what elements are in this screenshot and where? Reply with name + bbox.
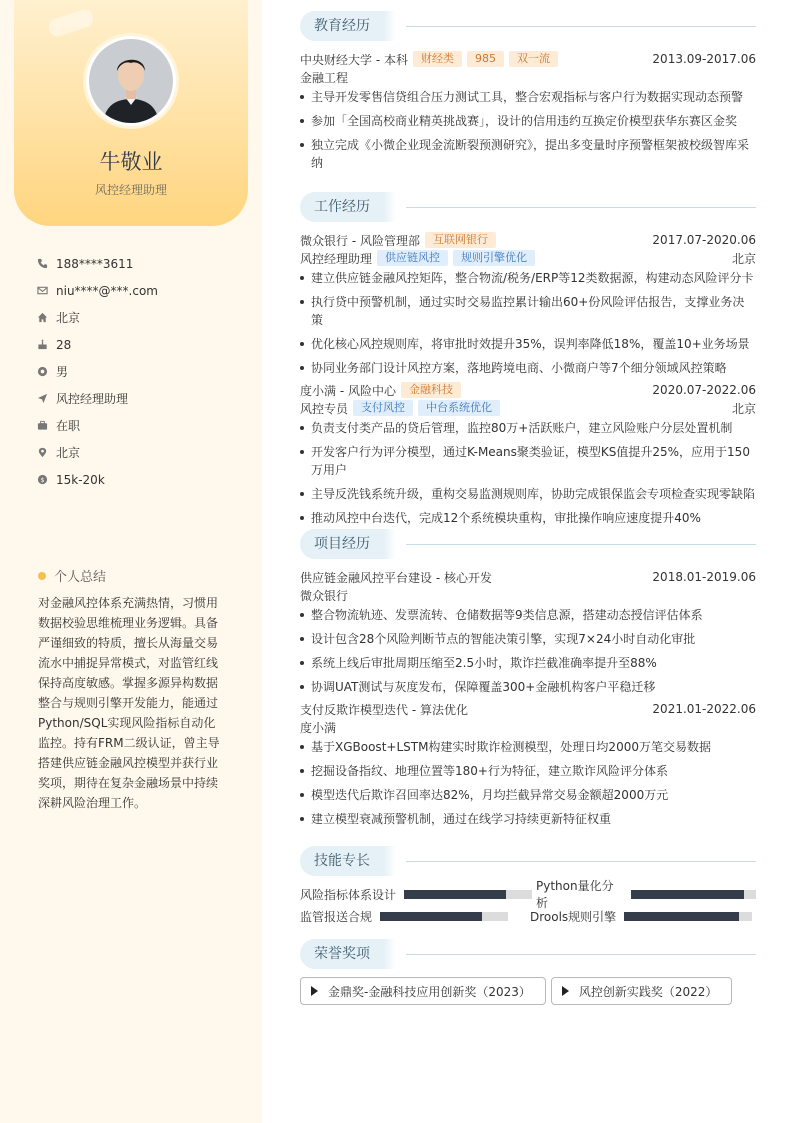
job-entry xyxy=(300,231,756,377)
location-icon xyxy=(36,447,48,459)
info-email xyxy=(36,277,246,304)
sidebar xyxy=(0,0,262,1123)
list-item: 推动风控中台迭代，完成12个系统模块重构，审批操作响应速度提升40% xyxy=(300,509,756,527)
skill-bar-fill xyxy=(404,890,506,899)
skill-item xyxy=(530,907,752,925)
info-location xyxy=(36,439,246,466)
honors-section xyxy=(300,939,756,1005)
skill-bar-fill xyxy=(624,912,739,921)
list-item: 挖掘设备指纹、地理位置等180+行为特征，建立欺诈风险评分体系 xyxy=(300,762,756,780)
section-divider xyxy=(406,26,756,27)
list-item: 建立模型衰减预警机制，通过在线学习持续更新特征权重 xyxy=(300,810,756,828)
company-name: 微众银行 - 风险管理部 xyxy=(300,233,420,248)
section-heading xyxy=(300,11,756,41)
list-item: 设计包含28个风险判断节点的智能决策引擎，实现7×24小时自动化审批 xyxy=(300,630,756,648)
briefcase-icon xyxy=(36,420,48,432)
phone-icon xyxy=(36,258,48,270)
section-heading xyxy=(300,192,756,222)
list-item: 主导开发零售信贷组合压力测试工具，整合宏观指标与客户行为数据实现动态预警 xyxy=(300,88,756,106)
section-heading xyxy=(300,939,756,969)
project-date: 2018.01-2019.06 xyxy=(652,570,756,584)
decorative-pill xyxy=(46,7,95,38)
list-item: 优化核心风控规则库，将审批时效提升35%，误判率降低18%，覆盖10+业务场景 xyxy=(300,335,756,353)
section-title: 荣誉奖项 xyxy=(300,939,384,969)
contact-info xyxy=(36,250,246,493)
cake-icon xyxy=(36,339,48,351)
company-name: 度小满 - 风险中心 xyxy=(300,383,396,398)
section-title: 项目经历 xyxy=(300,529,384,559)
school-name: 中央财经大学 - 本科 xyxy=(300,52,408,67)
skills-section xyxy=(300,846,756,925)
location-text: 北京 xyxy=(56,446,81,460)
list-item: 执行贷中预警机制，通过实时交易监控累计输出60+份风险评估报告，支撑业务决策 xyxy=(300,293,756,329)
list-item: 建立供应链金融风控矩阵，整合物流/税务/ERP等12类数据源，构建动态风险评分卡 xyxy=(300,269,756,287)
award-item xyxy=(300,977,546,1005)
bullet-dot-icon xyxy=(38,572,46,580)
info-phone xyxy=(36,250,246,277)
skill-item xyxy=(300,907,508,925)
list-item: 系统上线后审批周期压缩至2.5小时，欺诈拦截准确率提升至88% xyxy=(300,654,756,672)
position-tag: 支付风控 xyxy=(353,400,413,416)
avatar-photo-icon xyxy=(89,39,173,123)
award-list xyxy=(300,977,756,1005)
skill-bar xyxy=(380,912,508,921)
skill-bar xyxy=(631,890,756,899)
info-status xyxy=(36,412,246,439)
skill-list xyxy=(300,879,756,925)
list-item: 主导反洗钱系统升级，重构交易监测规则库，协助完成银保监会专项检查实现零缺陷 xyxy=(300,485,756,503)
major: 金融工程 xyxy=(300,70,349,85)
candidate-name: 牛敬业 xyxy=(99,150,163,174)
project-entry xyxy=(300,568,756,696)
projects-section xyxy=(300,529,756,828)
list-item: 整合物流轨迹、发票流转、仓储数据等9类信息源，搭建动态授信评估体系 xyxy=(300,606,756,624)
info-age xyxy=(36,331,246,358)
award-item xyxy=(551,977,733,1005)
education-header xyxy=(300,50,756,68)
section-divider xyxy=(406,207,756,208)
summary-heading xyxy=(38,566,106,585)
award-name: 金鼎奖-金融科技应用创新奖（2023） xyxy=(328,984,531,999)
age-text: 28 xyxy=(56,337,72,352)
project-date: 2021.01-2022.06 xyxy=(652,702,756,716)
job-date: 2020.07-2022.06 xyxy=(652,383,756,397)
list-item: 独立完成《小微企业现金流断裂预测研究》，提出多变量时序预警框架被校级智库采纳 xyxy=(300,136,756,172)
mail-icon xyxy=(36,285,48,297)
skill-item xyxy=(536,879,756,910)
section-divider xyxy=(406,954,756,955)
section-title: 教育经历 xyxy=(300,11,384,41)
school-tag: 985 xyxy=(467,51,504,67)
position-tag: 供应链风控 xyxy=(377,250,448,266)
svg-text:$: $ xyxy=(39,475,45,484)
summary-text: 对金融风控体系充满热情，习惯用数据校验思维梳理业务逻辑。具备严谨细致的特质，擅长从海量交易流水中捕捉异常模式，对监管红线保持高度敏感。掌握多源异构数据整合与规则引擎开发能力，能通过Python/SQL实现风险指标自动化监控。持有FRM二级认证，曾主导搭建供应链金融风控模型并获行业奖项，期待在复杂金融场景中持续深耕风险治理工作。 xyxy=(38,596,220,810)
send-icon xyxy=(36,393,48,405)
salary-icon xyxy=(36,474,48,486)
school-tag: 双一流 xyxy=(509,51,558,67)
position-tag: 中台系统优化 xyxy=(418,400,500,416)
candidate-role: 风控经理助理 xyxy=(94,183,167,197)
home-text: 北京 xyxy=(56,311,81,325)
triangle-right-icon xyxy=(311,986,318,996)
list-item: 开发客户行为评分模型，通过K-Means聚类验证，模型KS值提升25%，应用于150万用户 xyxy=(300,443,756,479)
section-divider xyxy=(406,544,756,545)
project-name: 供应链金融风控平台建设 - 核心开发 xyxy=(300,570,492,585)
job-date: 2017.07-2020.06 xyxy=(652,233,756,247)
skill-name: 风险指标体系设计 xyxy=(300,887,397,902)
info-job xyxy=(36,385,246,412)
summary-title: 个人总结 xyxy=(54,570,107,585)
avatar xyxy=(86,36,176,126)
job-city: 北京 xyxy=(731,401,756,416)
skill-name: Drools规则引擎 xyxy=(530,909,617,924)
education-date: 2013.09-2017.06 xyxy=(652,52,756,66)
list-item: 负责支付类产品的贷后管理，监控80万+活跃账户，建立风险账户分层处置机制 xyxy=(300,419,756,437)
education-section xyxy=(300,11,756,172)
phone-text: 188****3611 xyxy=(56,256,134,271)
job-text: 风控经理助理 xyxy=(56,392,129,406)
list-item: 模型迭代后欺诈召回率达82%，月均拦截异常交易金额超2000万元 xyxy=(300,786,756,804)
skill-bar xyxy=(624,912,752,921)
list-item: 协同业务部门设计风控方案，落地跨境电商、小微商户等7个细分领域风控策略 xyxy=(300,359,756,377)
gender-text: 男 xyxy=(56,365,69,379)
skill-bar xyxy=(404,890,532,899)
info-gender xyxy=(36,358,246,385)
section-heading xyxy=(300,529,756,559)
skill-name: Python量化分析 xyxy=(536,879,614,910)
section-heading xyxy=(300,846,756,876)
status-text: 在职 xyxy=(56,419,81,433)
info-salary xyxy=(36,466,246,493)
company-tag: 金融科技 xyxy=(401,382,461,398)
salary-text: 15k-20k xyxy=(56,472,105,487)
skill-bar-fill xyxy=(380,912,482,921)
info-home xyxy=(36,304,246,331)
section-divider xyxy=(406,861,756,862)
email-text: niu****@***.com xyxy=(56,283,158,298)
home-icon xyxy=(36,312,48,324)
project-entry xyxy=(300,700,756,828)
job-position: 风控经理助理 xyxy=(300,251,373,266)
job-position: 风控专员 xyxy=(300,401,349,416)
list-item: 协调UAT测试与灰度发布，保障覆盖300+金融机构客户平稳迁移 xyxy=(300,678,756,696)
job-entry xyxy=(300,381,756,527)
project-name: 支付反欺诈模型迭代 - 算法优化 xyxy=(300,702,468,717)
work-section xyxy=(300,192,756,527)
company-tag: 互联网银行 xyxy=(425,232,496,248)
skill-item xyxy=(300,885,532,903)
list-item: 参加「全国高校商业精英挑战赛」，设计的信用违约互换定价模型获华东赛区金奖 xyxy=(300,112,756,130)
profile-card xyxy=(14,0,248,226)
triangle-right-icon xyxy=(562,986,569,996)
skill-name: 监管报送合规 xyxy=(300,909,373,924)
skill-bar-fill xyxy=(631,890,743,899)
gender-icon xyxy=(36,366,48,378)
position-tag: 规则引擎优化 xyxy=(453,250,535,266)
section-title: 技能专长 xyxy=(300,846,384,876)
project-org: 度小满 xyxy=(300,720,337,735)
award-name: 风控创新实践奖（2022） xyxy=(578,984,718,999)
list-item: 基于XGBoost+LSTM构建实时欺诈检测模型，处理日均2000万笔交易数据 xyxy=(300,738,756,756)
section-title: 工作经历 xyxy=(300,192,384,222)
project-org: 微众银行 xyxy=(300,588,349,603)
job-city: 北京 xyxy=(731,251,756,266)
school-tag: 财经类 xyxy=(413,51,462,67)
